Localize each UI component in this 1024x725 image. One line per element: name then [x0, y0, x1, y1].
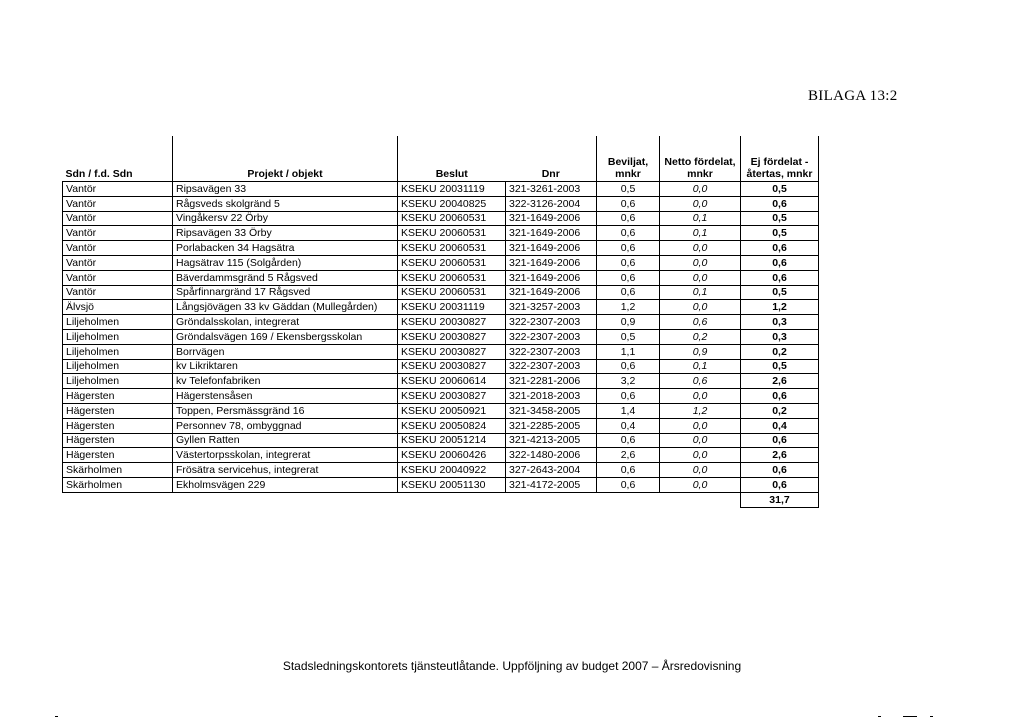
cell-netto: 0,6: [660, 374, 741, 389]
cell-beviljat: 0,6: [597, 285, 660, 300]
cell-beviljat: 0,6: [597, 255, 660, 270]
cell-projekt: Gröndalsvägen 169 / Ekensbergsskolan: [173, 329, 398, 344]
cell-beviljat: 0,5: [597, 182, 660, 197]
allocation-table: [62, 136, 819, 508]
cell-projekt: Ekholmsvägen 229: [173, 477, 398, 492]
cell-beviljat: 0,6: [597, 226, 660, 241]
cell-projekt: Toppen, Persmässgränd 16: [173, 403, 398, 418]
cell-dnr: 321-3458-2005: [506, 403, 597, 418]
table-row: [63, 315, 819, 330]
cell-projekt: Frösätra servicehus, integrerat: [173, 463, 398, 478]
table-row: [63, 182, 819, 197]
cell-dnr: 322-1480-2006: [506, 448, 597, 463]
cell-beviljat: 0,6: [597, 270, 660, 285]
cell-projekt: Ripsavägen 33: [173, 182, 398, 197]
cell-beviljat: 0,4: [597, 418, 660, 433]
blank-cell: [63, 492, 173, 507]
table-row: [63, 329, 819, 344]
cell-dnr: 321-4213-2005: [506, 433, 597, 448]
scan-mark: [878, 716, 881, 717]
cell-dnr: 321-1649-2006: [506, 270, 597, 285]
table-row: [63, 285, 819, 300]
cell-sdn: Skärholmen: [63, 463, 173, 478]
cell-netto: 0,0: [660, 433, 741, 448]
cell-sdn: Vantör: [63, 182, 173, 197]
page-label: BILAGA 13:2: [808, 88, 898, 104]
cell-ej: 0,6: [741, 255, 819, 270]
cell-beviljat: 0,6: [597, 463, 660, 478]
cell-sdn: Hägersten: [63, 389, 173, 404]
cell-sdn: Liljeholmen: [63, 329, 173, 344]
header-projekt: Projekt / objekt: [173, 136, 398, 182]
cell-ej: 0,6: [741, 196, 819, 211]
cell-projekt: Bäverdammsgränd 5 Rågsved: [173, 270, 398, 285]
cell-dnr: 327-2643-2004: [506, 463, 597, 478]
cell-netto: 0,2: [660, 329, 741, 344]
cell-dnr: 321-2281-2006: [506, 374, 597, 389]
cell-projekt: kv Telefonfabriken: [173, 374, 398, 389]
table-row: [63, 433, 819, 448]
cell-netto: 0,0: [660, 300, 741, 315]
cell-dnr: 321-1649-2006: [506, 226, 597, 241]
table-row: [63, 389, 819, 404]
header-ej: Ej fördelat - återtas, mnkr: [741, 136, 819, 182]
cell-ej: 0,5: [741, 359, 819, 374]
cell-sdn: Älvsjö: [63, 300, 173, 315]
cell-dnr: 321-3261-2003: [506, 182, 597, 197]
cell-ej: 2,6: [741, 448, 819, 463]
cell-projekt: Ripsavägen 33 Örby: [173, 226, 398, 241]
cell-ej: 1,2: [741, 300, 819, 315]
cell-ej: 0,6: [741, 463, 819, 478]
cell-sdn: Vantör: [63, 241, 173, 256]
cell-ej: 0,3: [741, 315, 819, 330]
blank-cell: [597, 492, 660, 507]
cell-beslut: KSEKU 20060531: [398, 285, 506, 300]
cell-ej: 0,3: [741, 329, 819, 344]
cell-ej: 0,5: [741, 226, 819, 241]
cell-beslut: KSEKU 20031119: [398, 182, 506, 197]
cell-dnr: 322-3126-2004: [506, 196, 597, 211]
table-row: [63, 448, 819, 463]
cell-netto: 0,6: [660, 315, 741, 330]
header-netto: Netto fördelat, mnkr: [660, 136, 741, 182]
cell-ej: 0,5: [741, 182, 819, 197]
scan-mark: [930, 716, 933, 717]
cell-dnr: 321-2018-2003: [506, 389, 597, 404]
table-row: [63, 477, 819, 492]
cell-netto: 0,0: [660, 196, 741, 211]
cell-ej: 0,2: [741, 344, 819, 359]
cell-sdn: Hägersten: [63, 448, 173, 463]
cell-beviljat: 1,2: [597, 300, 660, 315]
cell-beslut: KSEKU 20030827: [398, 359, 506, 374]
cell-sdn: Vantör: [63, 196, 173, 211]
table-row: [63, 255, 819, 270]
total-value: 31,7: [741, 492, 819, 507]
cell-netto: 0,0: [660, 270, 741, 285]
cell-beslut: KSEKU 20060531: [398, 226, 506, 241]
cell-projekt: kv Likriktaren: [173, 359, 398, 374]
cell-beviljat: 1,1: [597, 344, 660, 359]
cell-beviljat: 0,6: [597, 389, 660, 404]
total-row: [63, 492, 819, 507]
cell-beslut: KSEKU 20060531: [398, 270, 506, 285]
cell-projekt: Spårfinnargränd 17 Rågsved: [173, 285, 398, 300]
table-row: [63, 196, 819, 211]
cell-netto: 0,0: [660, 241, 741, 256]
cell-beslut: KSEKU 20051214: [398, 433, 506, 448]
cell-ej: 0,5: [741, 211, 819, 226]
cell-beviljat: 0,6: [597, 359, 660, 374]
cell-netto: 0,0: [660, 448, 741, 463]
cell-netto: 0,0: [660, 418, 741, 433]
cell-sdn: Vantör: [63, 211, 173, 226]
cell-beslut: KSEKU 20030827: [398, 315, 506, 330]
cell-projekt: Vingåkersv 22 Örby: [173, 211, 398, 226]
cell-dnr: 321-2285-2005: [506, 418, 597, 433]
cell-projekt: Gyllen Ratten: [173, 433, 398, 448]
cell-dnr: 321-1649-2006: [506, 211, 597, 226]
cell-netto: 0,9: [660, 344, 741, 359]
header-dnr: Dnr: [506, 136, 597, 182]
cell-beslut: KSEKU 20040825: [398, 196, 506, 211]
table-row: [63, 211, 819, 226]
cell-beslut: KSEKU 20040922: [398, 463, 506, 478]
cell-beslut: KSEKU 20060426: [398, 448, 506, 463]
cell-dnr: 322-2307-2003: [506, 344, 597, 359]
table-row: [63, 403, 819, 418]
cell-sdn: Liljeholmen: [63, 359, 173, 374]
table-row: [63, 418, 819, 433]
cell-dnr: 321-1649-2006: [506, 255, 597, 270]
cell-sdn: Hägersten: [63, 433, 173, 448]
cell-beviljat: 0,9: [597, 315, 660, 330]
cell-ej: 0,6: [741, 389, 819, 404]
cell-beslut: KSEKU 20030827: [398, 344, 506, 359]
table-body: [63, 182, 819, 508]
cell-ej: 0,6: [741, 270, 819, 285]
cell-sdn: Skärholmen: [63, 477, 173, 492]
cell-beslut: KSEKU 20051130: [398, 477, 506, 492]
cell-beviljat: 1,4: [597, 403, 660, 418]
cell-netto: 0,0: [660, 463, 741, 478]
cell-sdn: Vantör: [63, 270, 173, 285]
cell-beslut: KSEKU 20030827: [398, 329, 506, 344]
cell-dnr: 322-2307-2003: [506, 329, 597, 344]
cell-sdn: Vantör: [63, 226, 173, 241]
cell-beviljat: 0,6: [597, 211, 660, 226]
cell-beviljat: 2,6: [597, 448, 660, 463]
table-row: [63, 463, 819, 478]
cell-netto: 0,1: [660, 211, 741, 226]
table-row: [63, 374, 819, 389]
cell-beslut: KSEKU 20060614: [398, 374, 506, 389]
cell-beviljat: 0,5: [597, 329, 660, 344]
cell-sdn: Liljeholmen: [63, 315, 173, 330]
cell-ej: 0,5: [741, 285, 819, 300]
cell-projekt: Långsjövägen 33 kv Gäddan (Mullegården): [173, 300, 398, 315]
cell-beslut: KSEKU 20030827: [398, 389, 506, 404]
scan-mark: [55, 716, 58, 717]
header-sdn: Sdn / f.d. Sdn: [63, 136, 173, 182]
table-row: [63, 241, 819, 256]
cell-ej: 0,6: [741, 433, 819, 448]
header-row: [63, 136, 819, 182]
cell-projekt: Gröndalsskolan, integrerat: [173, 315, 398, 330]
cell-ej: 0,6: [741, 477, 819, 492]
cell-projekt: Västertorpsskolan, integrerat: [173, 448, 398, 463]
cell-beviljat: 0,6: [597, 196, 660, 211]
cell-sdn: Vantör: [63, 285, 173, 300]
cell-netto: 0,0: [660, 389, 741, 404]
cell-ej: 0,2: [741, 403, 819, 418]
cell-projekt: Porlabacken 34 Hagsätra: [173, 241, 398, 256]
cell-netto: 0,1: [660, 226, 741, 241]
cell-beslut: KSEKU 20031119: [398, 300, 506, 315]
blank-cell: [660, 492, 741, 507]
cell-beviljat: 0,6: [597, 477, 660, 492]
scan-mark: [903, 716, 917, 717]
blank-cell: [398, 492, 506, 507]
cell-netto: 0,1: [660, 359, 741, 374]
cell-netto: 0,1: [660, 285, 741, 300]
cell-sdn: Hägersten: [63, 418, 173, 433]
table-row: [63, 344, 819, 359]
table-row: [63, 270, 819, 285]
cell-beslut: KSEKU 20060531: [398, 255, 506, 270]
blank-cell: [506, 492, 597, 507]
cell-beslut: KSEKU 20050921: [398, 403, 506, 418]
cell-ej: 0,6: [741, 241, 819, 256]
cell-dnr: 322-2307-2003: [506, 359, 597, 374]
blank-cell: [173, 492, 398, 507]
cell-dnr: 321-1649-2006: [506, 241, 597, 256]
cell-beviljat: 3,2: [597, 374, 660, 389]
cell-dnr: 321-4172-2005: [506, 477, 597, 492]
cell-projekt: Personnev 78, ombyggnad: [173, 418, 398, 433]
cell-beviljat: 0,6: [597, 433, 660, 448]
cell-dnr: 321-1649-2006: [506, 285, 597, 300]
cell-beslut: KSEKU 20060531: [398, 211, 506, 226]
cell-netto: 1,2: [660, 403, 741, 418]
cell-sdn: Vantör: [63, 255, 173, 270]
cell-projekt: Borrvägen: [173, 344, 398, 359]
cell-netto: 0,0: [660, 182, 741, 197]
cell-sdn: Hägersten: [63, 403, 173, 418]
cell-ej: 0,4: [741, 418, 819, 433]
cell-dnr: 321-3257-2003: [506, 300, 597, 315]
table-row: [63, 300, 819, 315]
table-row: [63, 359, 819, 374]
cell-sdn: Liljeholmen: [63, 344, 173, 359]
cell-dnr: 322-2307-2003: [506, 315, 597, 330]
cell-sdn: Liljeholmen: [63, 374, 173, 389]
cell-ej: 2,6: [741, 374, 819, 389]
cell-projekt: Rågsveds skolgränd 5: [173, 196, 398, 211]
page-footer: Stadsledningskontorets tjänsteutlåtande. Uppföljning av budget 2007 – Årsredovisning: [282, 659, 742, 673]
header-beviljat: Beviljat, mnkr: [597, 136, 660, 182]
cell-beviljat: 0,6: [597, 241, 660, 256]
cell-netto: 0,0: [660, 477, 741, 492]
cell-netto: 0,0: [660, 255, 741, 270]
table-row: [63, 226, 819, 241]
header-beslut: Beslut: [398, 136, 506, 182]
cell-beslut: KSEKU 20060531: [398, 241, 506, 256]
cell-beslut: KSEKU 20050824: [398, 418, 506, 433]
cell-projekt: Hagsätrav 115 (Solgården): [173, 255, 398, 270]
cell-projekt: Hägerstensåsen: [173, 389, 398, 404]
